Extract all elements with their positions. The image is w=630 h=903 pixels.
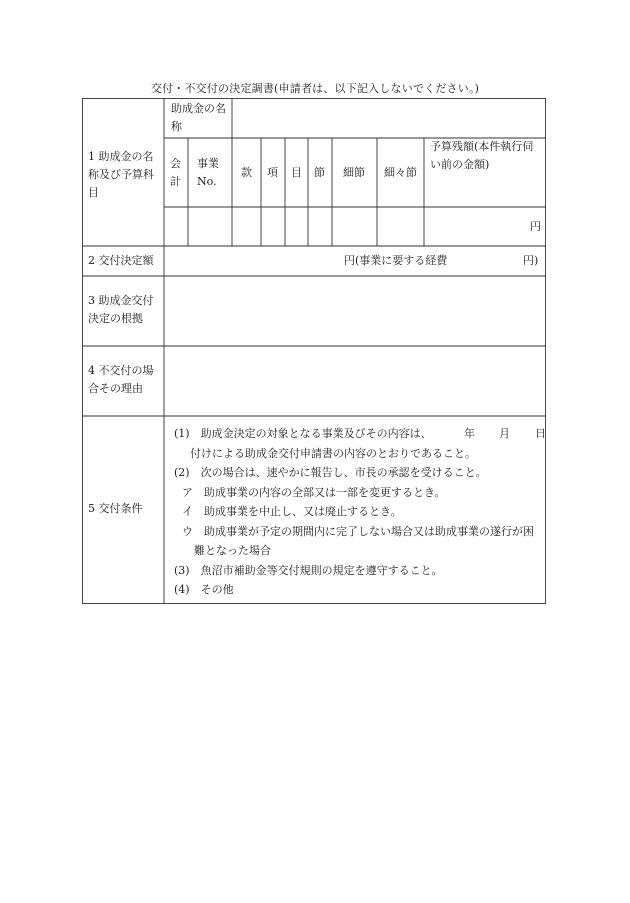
section4-label: 4 不交付の場合その理由 xyxy=(88,364,154,395)
decision-amount-suffix: 円) xyxy=(523,254,539,267)
col-saisaisetsu: 細々節 xyxy=(384,166,417,179)
col-budget-remaining: 予算残額(本件執行伺い前の金額) xyxy=(430,140,534,171)
condition-4-text: (4) その他 xyxy=(174,583,234,596)
decision-amount-text: 円(事業に要する経費 xyxy=(344,254,448,267)
col-kan: 款 xyxy=(241,166,252,179)
col-moku: 目 xyxy=(291,166,302,179)
section3-label: 3 助成金交付決定の根拠 xyxy=(88,294,154,325)
condition-2-text: (2) 次の場合は、速やかに報告し、市長の承認を受けること。 xyxy=(174,466,487,479)
section5-label: 5 交付条件 xyxy=(88,502,143,515)
condition-2b-text: イ 助成事業を中止し、又は廃止するとき。 xyxy=(182,505,402,518)
col-setsu: 節 xyxy=(314,166,325,179)
condition-1-continuation: 付けによる助成金交付申請書の内容のとおりであること。 xyxy=(190,446,476,460)
decision-form-table xyxy=(82,98,546,604)
condition-1-month: 月 xyxy=(499,427,510,440)
condition-2a-text: ア 助成事業の内容の全部又は一部を変更するとき。 xyxy=(182,485,446,499)
condition-2c-text: ウ 助成事業が予定の期間内に完了しない場合又は助成事業の遂行が困 xyxy=(182,524,534,538)
col-jigyo-no: 事業No. xyxy=(197,157,219,188)
budget-yen-unit: 円 xyxy=(530,220,541,233)
grant-conditions xyxy=(174,424,546,600)
condition-3-text: (3) 魚沼市補助金等交付規則の規定を遵守すること。 xyxy=(174,563,443,577)
col-kaikei: 会計 xyxy=(170,157,181,188)
section2-label: 2 交付決定額 xyxy=(88,254,154,267)
section1-label: 1 助成金の名称及び予算科目 xyxy=(88,150,154,199)
col-saisetsu: 細節 xyxy=(343,166,365,179)
grant-name-label: 助成金の名称 xyxy=(171,102,226,133)
form-title: 交付・不交付の決定調書(申請者は、以下記入しないでください。) xyxy=(150,82,480,95)
condition-1-text: (1) 助成金決定の対象となる事業及びその内容は、 xyxy=(174,427,432,440)
col-kou: 項 xyxy=(267,166,278,179)
condition-1-day: 日 xyxy=(535,427,546,440)
condition-1-year: 年 xyxy=(464,427,475,440)
condition-2c-continuation: 難となった場合 xyxy=(194,544,271,557)
